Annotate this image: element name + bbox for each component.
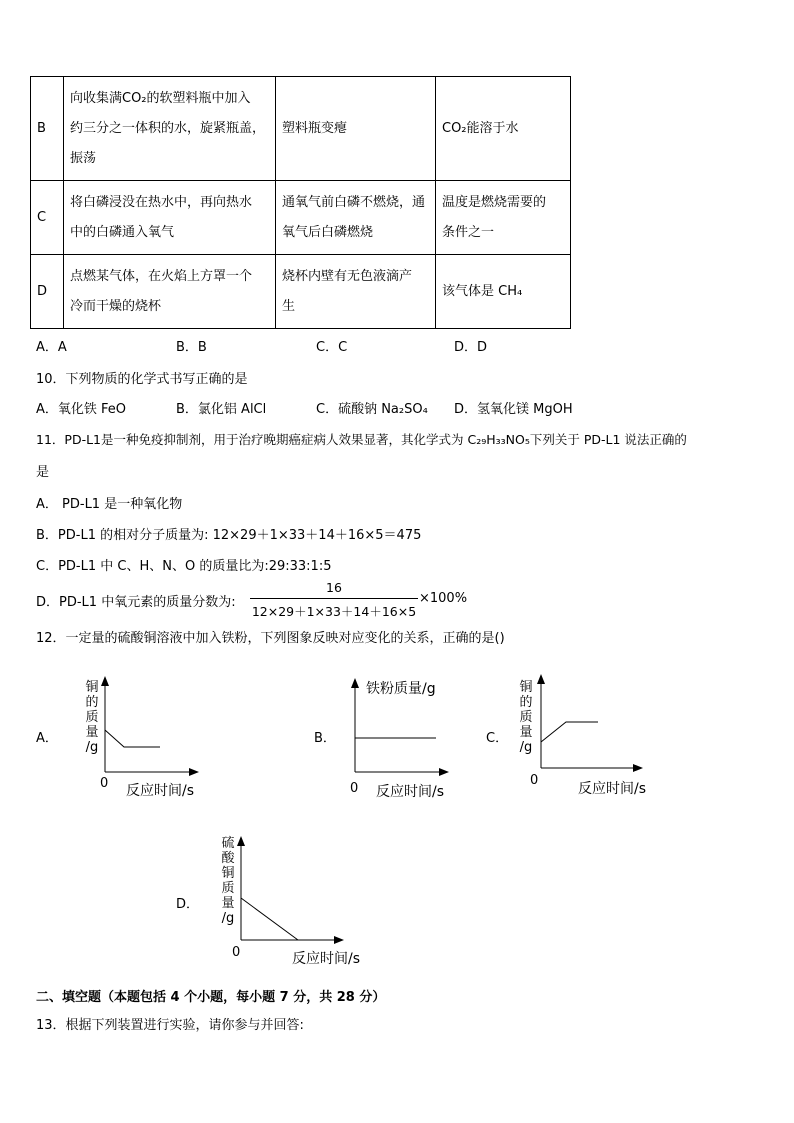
graph-c-xlabel: 反应时间/s [578,781,647,797]
conclusion-cell [436,255,571,329]
graph-b-origin: 0 [350,781,359,796]
ylabel-char: 铜 [519,680,533,695]
ylabel-char: 的 [85,695,99,710]
q9-option-d: D．D [454,340,488,355]
q9-option-c: C．C [316,340,348,355]
q11-option-a: A． PD-L1 是一种氧化物 [36,497,183,512]
graph-d-xlabel: 反应时间/s [292,951,361,967]
q10-option-a: A．氧化铁 FeO [36,402,127,417]
table-row [31,77,571,181]
fraction-denominator: 12×29＋1×33＋14＋16×5 [251,604,417,619]
graph-a-xlabel: 反应时间/s [126,783,195,799]
x-axis-arrow [633,764,643,772]
cell-line: 通氧气前白磷不燃烧，通 [282,194,426,210]
ylabel-char: 质 [519,710,533,725]
table-row [31,255,571,329]
q11-stem: 11．PD-L1是一种免疫抑制剂，用于治疗晚期癌症病人效果显著，其化学式为 C₂₉H₃₃NO₅下列关于 PD-L1 说法正确的 [36,432,687,447]
operation-cell [64,77,276,181]
table-row [31,181,571,255]
phenomenon-cell [276,181,436,255]
cell-line: 氧气后白磷燃烧 [282,224,374,240]
ylabel-char: /g [519,740,533,755]
graph-b-ylabel: 铁粉质量/g [366,681,436,697]
graph-c-origin: 0 [530,773,539,788]
phenomenon-cell [276,255,436,329]
q11-stem-cont: 是 [36,465,50,480]
graph-d-label: D． [176,897,200,912]
row-key: B [31,77,64,181]
curve [241,898,298,940]
graph-c-label: C． [486,731,509,746]
graph-c-ylabel [518,680,534,755]
graph-a-origin: 0 [100,776,109,791]
cell-line: 振荡 [70,150,97,166]
q10-option-d: D．氢氧化镁 MgOH [454,402,573,417]
cell-line: 烧杯内壁有无色液滴产 [282,268,413,284]
section-heading: 二、填空题（本题包括 4 个小题，每小题 7 分，共 28 分） [36,990,386,1005]
ylabel-char: 的 [519,695,533,710]
cell-line: 温度是燃烧需要的 [442,194,547,210]
conclusion-cell [436,77,571,181]
graph-a-ylabel [84,680,100,755]
graph-b-xlabel: 反应时间/s [376,784,445,800]
q11-option-b: B．PD-L1 的相对分子质量为: 12×29＋1×33＋14＋16×5＝475 [36,528,422,543]
cell-line: 中的白磷通入氧气 [70,224,175,240]
ylabel-char: 铜 [85,680,99,695]
conclusion-cell [436,181,571,255]
graph-d-origin: 0 [232,945,241,960]
ylabel-char: 硫 [221,836,235,851]
q9-option-b: B．B [176,340,207,355]
cell-line: 将白磷浸没在热水中，再向热水 [70,194,253,210]
curve [541,722,598,742]
ylabel-char: 量 [85,725,99,740]
fraction-bar [250,598,418,599]
operation-cell [64,181,276,255]
cell-line: 点燃某气体，在火焰上方罩一个 [70,268,253,284]
curve [105,730,160,747]
q10-option-c: C．硫酸钠 Na₂SO₄ [316,402,428,417]
row-key: D [31,255,64,329]
graph-c [536,674,644,774]
q11-d-prefix: D．PD-L1 中氧元素的质量分数为: [36,595,236,610]
ylabel-char: 铜 [221,866,235,881]
ylabel-char: 质 [221,881,235,896]
q12-stem: 12．一定量的硫酸铜溶液中加入铁粉，下列图象反映对应变化的关系，正确的是() [36,631,505,646]
q10-stem: 10．下列物质的化学式书写正确的是 [36,372,248,387]
phenomenon-cell [276,77,436,181]
graph-a [100,676,200,780]
ylabel-char: 酸 [221,851,235,866]
cell-line: CO₂能溶于水 [442,120,519,136]
ylabel-char: 质 [85,710,99,725]
ylabel-char: /g [221,911,235,926]
cell-line: 生 [282,298,296,314]
ylabel-char: 量 [519,725,533,740]
x-axis-arrow [439,768,449,776]
q10-option-b: B．氯化铝 AlCl [176,402,267,417]
graph-a-label: A． [36,731,58,746]
operation-cell [64,255,276,329]
graph-b [350,678,450,778]
q11-option-d [36,591,236,610]
graph-d-ylabel [220,836,236,926]
q11-d-suffix: ×100% [419,591,468,606]
experiment-table [30,76,571,329]
x-axis-arrow [334,936,344,944]
cell-line: 条件之一 [442,224,495,240]
graph-d [236,836,346,946]
cell-line: 冷而干燥的烧杯 [70,298,162,314]
q9-option-a: A．A [36,340,67,355]
cell-line: 该气体是 CH₄ [442,283,523,299]
ylabel-char: /g [85,740,99,755]
q11-option-c: C．PD-L1 中 C、H、N、O 的质量比为:29:33:1:5 [36,559,332,574]
fraction-numerator: 16 [326,580,342,595]
row-key: C [31,181,64,255]
cell-line: 塑料瓶变瘪 [282,120,348,136]
ylabel-char: 量 [221,896,235,911]
x-axis-arrow [189,768,199,776]
q13-stem: 13．根据下列装置进行实验，请你参与并回答: [36,1018,304,1033]
cell-line: 约三分之一体积的水，旋紧瓶盖， [70,120,266,136]
graph-b-label: B． [314,731,336,746]
cell-line: 向收集满CO₂的软塑料瓶中加入 [70,90,251,106]
